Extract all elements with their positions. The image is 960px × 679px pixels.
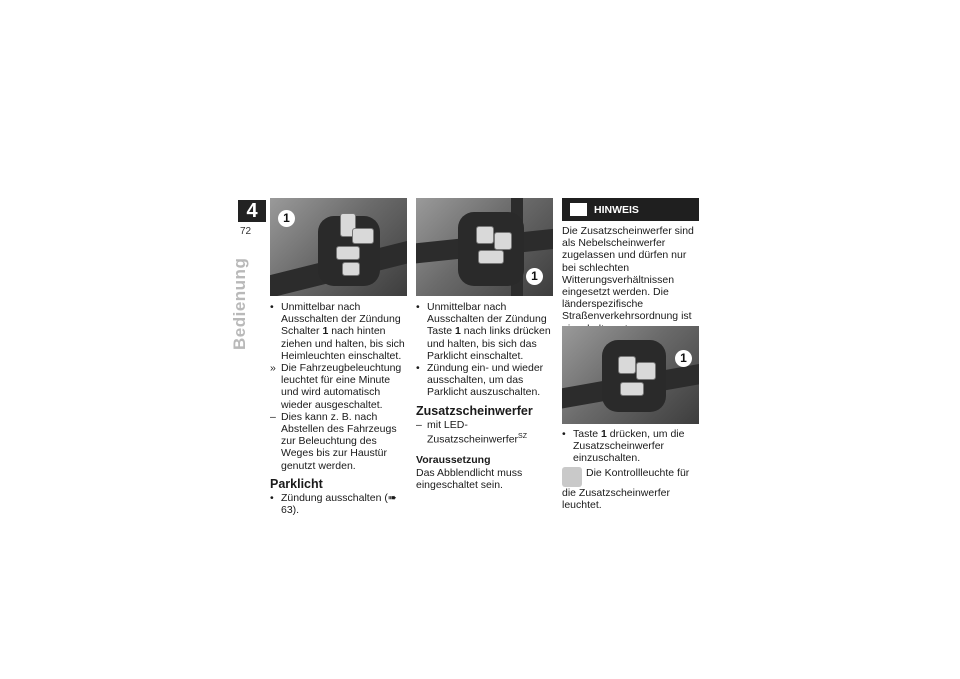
subheading-voraussetzung: Voraussetzung — [416, 453, 491, 466]
list-item-note: – Dies kann z. B. nach Abstellen des Fahrzeugs zur Beleuchtung des Weges bis zur Haustür genutzt werden. — [270, 410, 397, 472]
column-1 — [270, 301, 408, 516]
callout-1: 1 — [675, 350, 692, 367]
page-number: 72 — [240, 226, 252, 237]
list-item: • Taste 1 drücken, um die Zusatzscheinwerfer einzuschalten. — [562, 428, 685, 465]
result-line — [562, 467, 699, 511]
figure-handlebar-switch-2 — [416, 198, 553, 296]
paragraph: Das Abblendlicht muss eingeschaltet sein. — [416, 466, 523, 492]
section-label: Bedienung — [230, 257, 249, 350]
heading-parklicht: Parklicht — [270, 476, 323, 491]
list-item: • Zündung ausschalten (➠ 63). — [270, 492, 397, 517]
callout-1: 1 — [526, 268, 543, 285]
fog-light-indicator-icon — [562, 467, 582, 487]
note-text: Die Zusatzscheinwerfer sind als Nebelscheinwerfer zugelassen und dürfen nur bei schlechten Witterungsverhältnissen eingesetzt werden. Die länderspezifische Straßenverkehrsordnung ist — [562, 225, 694, 323]
column-3-bottom — [562, 428, 699, 511]
note-hand-icon — [570, 203, 587, 216]
chapter-number: 4 — [238, 200, 266, 222]
list-item: • Zündung ein- und wieder ausschalten, um das Parklicht auszuschalten. — [416, 362, 544, 399]
list-item-result: » Die Fahrzeugbeleuchtung leuchtet für eine Minute und wird automatisch wieder ausgeschaltet. — [270, 362, 402, 411]
column-2 — [416, 301, 554, 491]
note-title: HINWEIS — [594, 204, 639, 216]
result-text: Die Kontrollleuchte für die Zusatzscheinwerfer leuchtet. — [562, 466, 690, 511]
list-item: • Unmittelbar nach Ausschalten der Zündung Schalter 1 nach hinten ziehen und halten, bis sich Heimleuchten einschaltet. — [270, 301, 405, 362]
note-header — [562, 198, 699, 221]
figure-handlebar-switch-1 — [270, 198, 407, 296]
figure-handlebar-switch-3 — [562, 326, 699, 424]
heading-zusatzscheinwerfer: Zusatzscheinwerfer — [416, 403, 533, 418]
list-item: • Unmittelbar nach Ausschalten der Zündung Taste 1 nach links drücken und halten, bis sich das Parklicht einschaltet. — [416, 301, 551, 362]
list-item-equipment: – mit LED-Zusatzscheinwerfer$^{SZ}$ — [416, 418, 527, 446]
callout-1: 1 — [278, 210, 295, 227]
